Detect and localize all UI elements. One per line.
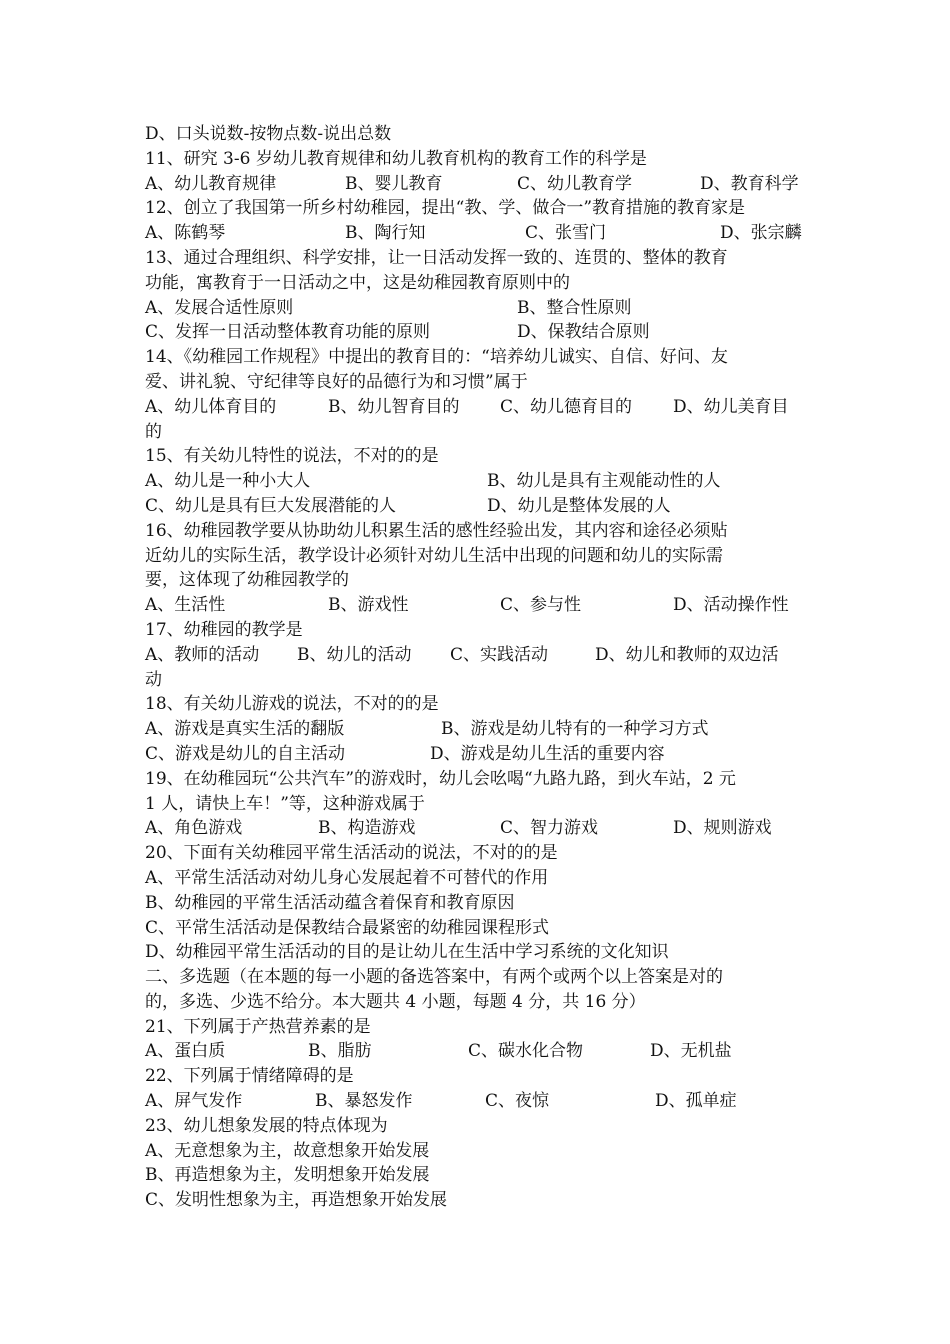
text-line: 要，这体现了幼稚园教学的 <box>145 570 349 591</box>
text-line: 二、多选题（在本题的每一小题的备选答案中，有两个或两个以上答案是对的 <box>145 967 723 988</box>
option-row <box>145 296 810 321</box>
option-text: B、婴儿教育 <box>345 173 443 194</box>
text-line: 1 人，请快上车！”等，这种游戏属于 <box>145 793 425 814</box>
option-text: A、蛋白质 <box>145 1041 226 1062</box>
text-line: 15、有关幼儿特性的说法，不对的的是 <box>145 446 439 467</box>
option-text: C、幼儿教育学 <box>517 173 633 194</box>
option-text: B、构造游戏 <box>318 818 416 839</box>
option-text: A、发展合适性原则 <box>145 297 294 318</box>
option-text: D、幼儿是整体发展的人 <box>487 495 671 516</box>
option-text: C、游戏是幼儿的自主活动 <box>145 743 346 764</box>
option-text: B、暴怒发作 <box>315 1091 413 1112</box>
text-line: C、发明性想象为主，再造想象开始发展 <box>145 1190 448 1211</box>
option-text: C、参与性 <box>500 595 582 616</box>
option-text: D、保教结合原则 <box>517 322 650 343</box>
option-text: D、无机盐 <box>650 1041 732 1062</box>
option-text: A、角色游戏 <box>145 818 243 839</box>
option-row <box>145 469 810 494</box>
text-line: 近幼儿的实际生活，教学设计必须针对幼儿生活中出现的问题和幼儿的实际需 <box>145 545 723 566</box>
option-text: A、生活性 <box>145 595 226 616</box>
option-text: D、游戏是幼儿生活的重要内容 <box>430 743 665 764</box>
text-line: 14、《幼稚园工作规程》中提出的教育目的：“培养幼儿诚实、自信、好问、友 <box>145 347 728 368</box>
text-line: 动 <box>145 669 162 690</box>
text-line: 22、下列属于情绪障碍的是 <box>145 1066 354 1087</box>
option-text: A、屏气发作 <box>145 1091 243 1112</box>
option-text: A、幼儿体育目的 <box>145 396 277 417</box>
option-text: A、幼儿教育规律 <box>145 173 277 194</box>
option-text: A、游戏是真实生活的翻版 <box>145 719 345 740</box>
option-text: B、幼儿智育目的 <box>328 396 460 417</box>
text-line: 17、幼稚园的教学是 <box>145 619 303 640</box>
option-text: B、幼儿的活动 <box>297 644 412 665</box>
option-text: B、游戏性 <box>328 595 409 616</box>
option-row <box>145 717 810 742</box>
text-line: 11、研究 3-6 岁幼儿教育规律和幼儿教育机构的教育工作的科学是 <box>145 148 647 169</box>
text-line: B、再造想象为主，发明想象开始发展 <box>145 1165 430 1186</box>
text-line: 23、幼儿想象发展的特点体现为 <box>145 1115 388 1136</box>
option-text: D、幼儿美育目 <box>673 396 789 417</box>
option-text: D、规则游戏 <box>673 818 772 839</box>
text-line: A、无意想象为主，故意想象开始发展 <box>145 1140 430 1161</box>
option-row <box>145 494 810 519</box>
text-line: 20、下面有关幼稚园平常生活活动的说法，不对的的是 <box>145 843 558 864</box>
option-row <box>145 1089 810 1114</box>
option-text: A、教师的活动 <box>145 644 260 665</box>
option-text: D、幼儿和教师的双边活 <box>595 644 779 665</box>
text-line: 21、下列属于产热营养素的是 <box>145 1016 371 1037</box>
option-text: C、张雪门 <box>525 223 607 244</box>
text-line: 功能，寓教育于一日活动之中，这是幼稚园教育原则中的 <box>145 272 570 293</box>
option-text: C、实践活动 <box>450 644 549 665</box>
option-row <box>145 593 810 618</box>
option-row <box>145 1039 810 1064</box>
option-text: C、幼儿是具有巨大发展潜能的人 <box>145 495 397 516</box>
text-line: 12、创立了我国第一所乡村幼稚园，提出“教、学、做合一”教育措施的教育家是 <box>145 198 746 219</box>
option-text: D、教育科学 <box>700 173 799 194</box>
option-text: A、幼儿是一种小大人 <box>145 471 311 492</box>
option-text: C、发挥一日活动整体教育功能的原则 <box>145 322 431 343</box>
text-line: 的，多选、少选不给分。本大题共 4 小题，每题 4 分，共 16 分） <box>145 991 646 1012</box>
option-text: C、碳水化合物 <box>468 1041 584 1062</box>
text-line: D、口头说数-按物点数-说出总数 <box>145 124 392 144</box>
option-text: B、陶行知 <box>345 223 426 244</box>
option-text: B、脂肪 <box>308 1041 372 1062</box>
option-row <box>145 221 810 246</box>
option-text: C、幼儿德育目的 <box>500 396 633 417</box>
text-line: 16、幼稚园教学要从协助幼儿积累生活的感性经验出发，其内容和途径必须贴 <box>145 520 728 541</box>
text-line: 19、在幼稚园玩“公共汽车”的游戏时，幼儿会吆喝“九路九路，到火车站，2 元 <box>145 768 736 789</box>
text-line: C、平常生活活动是保教结合最紧密的幼稚园课程形式 <box>145 917 550 938</box>
option-text: B、整合性原则 <box>517 297 632 318</box>
option-row <box>145 320 810 345</box>
text-line: A、平常生活活动对幼儿身心发展起着不可替代的作用 <box>145 867 549 888</box>
option-row <box>145 395 810 420</box>
text-line: D、幼稚园平常生活活动的目的是让幼儿在生活中学习系统的文化知识 <box>145 942 669 963</box>
option-text: C、夜惊 <box>485 1091 550 1112</box>
text-line: 18、有关幼儿游戏的说法，不对的的是 <box>145 694 439 715</box>
option-row <box>145 742 810 767</box>
option-row <box>145 172 810 197</box>
text-line: 的 <box>145 421 162 442</box>
option-text: B、游戏是幼儿特有的一种学习方式 <box>441 719 709 740</box>
option-text: D、张宗麟 <box>720 223 802 244</box>
option-text: C、智力游戏 <box>500 818 599 839</box>
option-text: A、陈鹤琴 <box>145 223 226 244</box>
text-line: B、幼稚园的平常生活活动蕴含着保育和教育原因 <box>145 892 515 913</box>
document-page <box>145 122 810 1213</box>
option-text: B、幼儿是具有主观能动性的人 <box>487 471 721 492</box>
option-row <box>145 816 810 841</box>
text-line: 13、通过合理组织、科学安排，让一日活动发挥一致的、连贯的、整体的教育 <box>145 247 728 268</box>
option-row <box>145 643 810 668</box>
text-line: 爱、讲礼貌、守纪律等良好的品德行为和习惯”属于 <box>145 371 528 392</box>
option-text: D、孤单症 <box>655 1091 737 1112</box>
option-text: D、活动操作性 <box>673 595 789 616</box>
